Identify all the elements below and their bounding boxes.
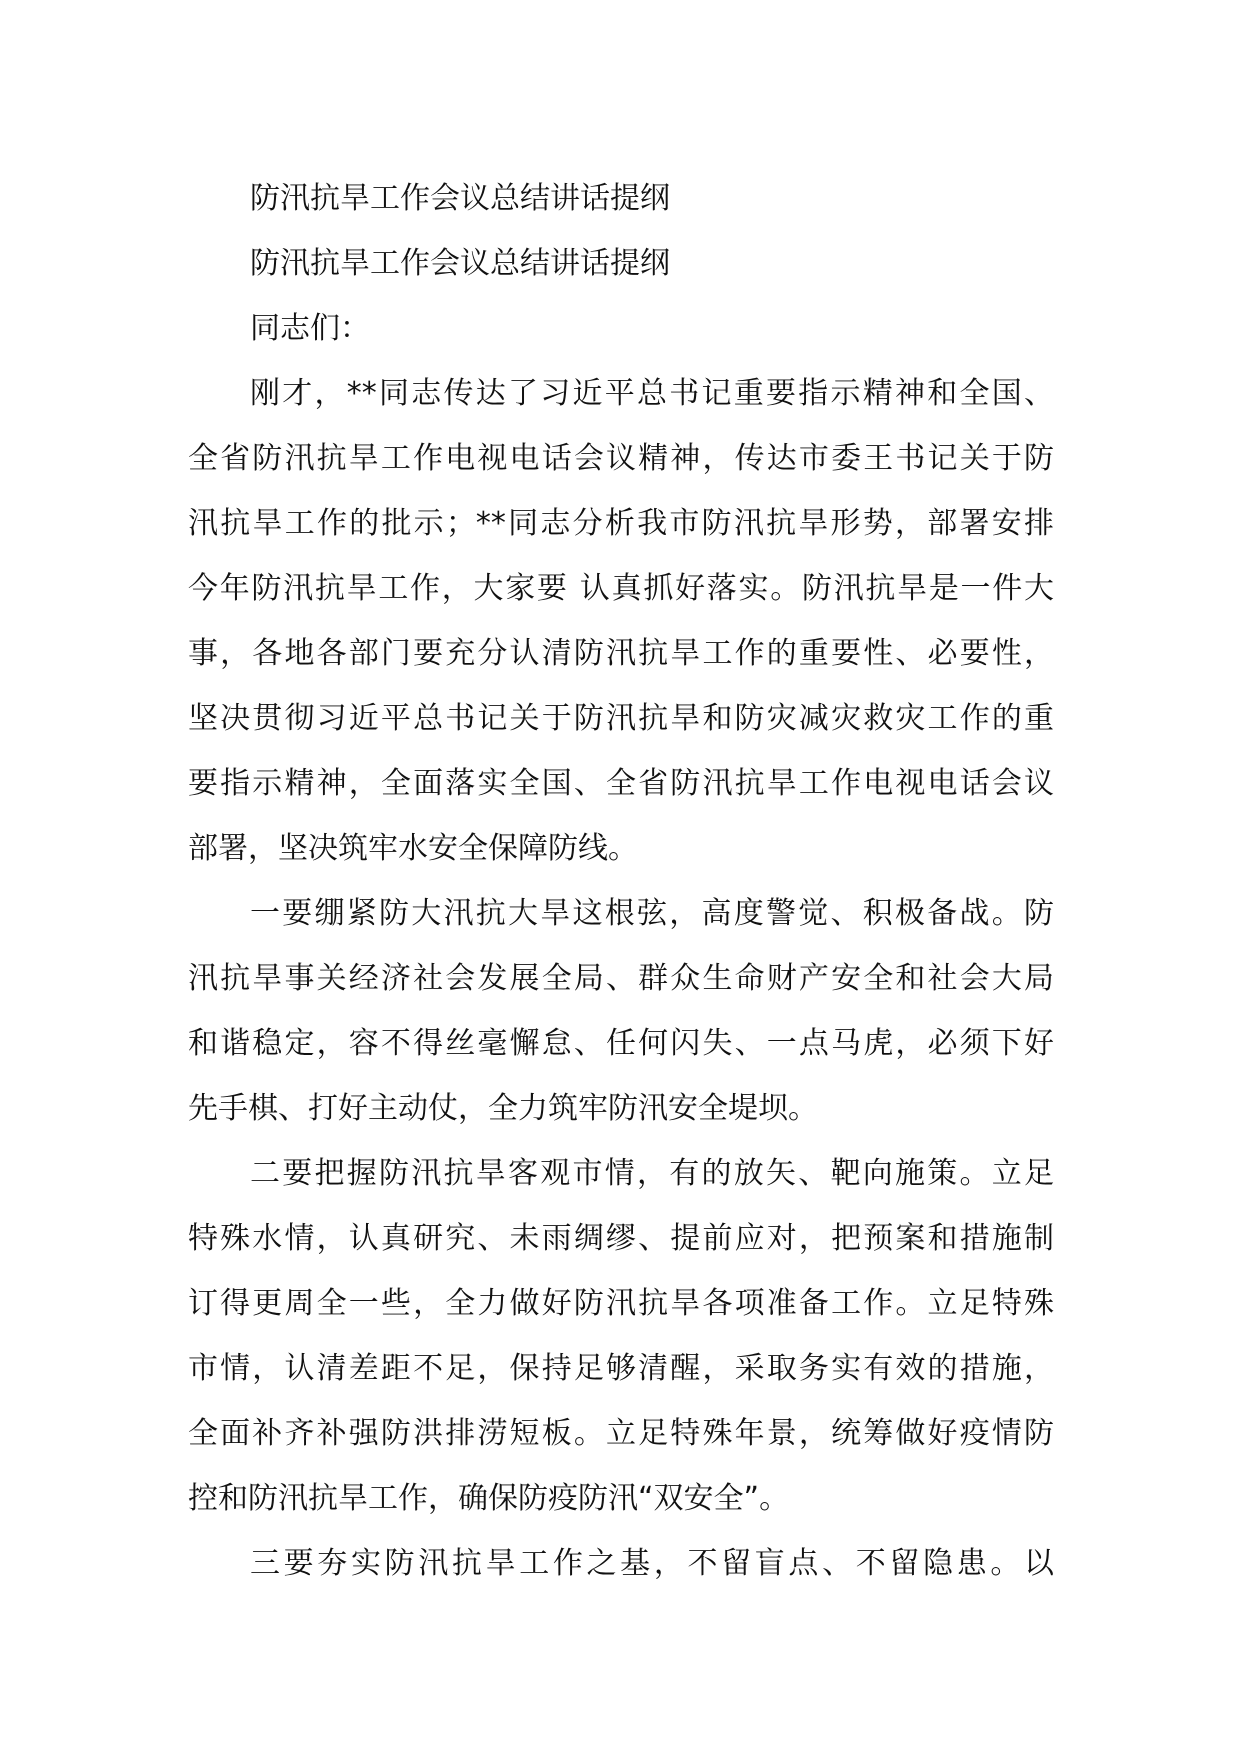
paragraph-2: [188, 881, 1054, 1141]
paragraph-line: 事，各地各部门要充分认清防汛抗旱工作的重要性、必要性，: [188, 636, 1054, 671]
paragraph-line: 控和防汛抗旱工作，确保防疫防汛“双安全”。: [188, 1481, 790, 1516]
paragraph-line: 全省防汛抗旱工作电视电话会议精神，传达市委王书记关于防: [188, 441, 1054, 476]
paragraph-line: 一要绷紧防大汛抗大旱这根弦，高度警觉、积极备战。防: [250, 896, 1054, 931]
paragraph-4: [188, 1531, 1054, 1596]
paragraph-line: 和谐稳定，容不得丝毫懈怠、任何闪失、一点马虎，必须下好: [188, 1026, 1054, 1061]
paragraph-line: 三要夯实防汛抗旱工作之基，不留盲点、不留隐患。以: [250, 1546, 1054, 1581]
paragraph-line: 订得更周全一些，全力做好防汛抗旱各项准备工作。立足特殊: [188, 1286, 1054, 1321]
paragraph-line: 刚才，**同志传达了习近平总书记重要指示精神和全国、: [250, 376, 1054, 411]
paragraph-line: 部署，坚决筑牢水安全保障防线。: [188, 831, 638, 866]
paragraph-line: 特殊水情，认真研究、未雨绸缪、提前应对，把预案和措施制: [188, 1221, 1054, 1256]
paragraph-1: [188, 361, 1054, 881]
document-title: 防汛抗旱工作会议总结讲话提纲: [250, 181, 670, 216]
paragraph-line: 市情，认清差距不足，保持足够清醒，采取务实有效的措施，: [188, 1351, 1054, 1386]
paragraph-line: 要指示精神，全面落实全国、全省防汛抗旱工作电视电话会议: [188, 766, 1054, 801]
greeting: 同志们：: [250, 311, 370, 346]
document-page: [188, 166, 1054, 1596]
paragraph-3: [188, 1141, 1054, 1531]
paragraph-line: 二要把握防汛抗旱客观市情，有的放矢、靶向施策。立足: [250, 1156, 1054, 1191]
paragraph-line: 先手棋、打好主动仗，全力筑牢防汛安全堤坝。: [188, 1091, 818, 1126]
paragraph-line: 汛抗旱事关经济社会发展全局、群众生命财产安全和社会大局: [188, 961, 1054, 996]
paragraph-line: 全面补齐补强防洪排涝短板。立足特殊年景，统筹做好疫情防: [188, 1416, 1054, 1451]
paragraph-line: 今年防汛抗旱工作，大家要 认真抓好落实。防汛抗旱是一件大: [188, 571, 1054, 606]
document-subtitle: 防汛抗旱工作会议总结讲话提纲: [250, 246, 670, 281]
paragraph-line: 坚决贯彻习近平总书记关于防汛抗旱和防灾减灾救灾工作的重: [188, 701, 1054, 736]
paragraph-line: 汛抗旱工作的批示；**同志分析我市防汛抗旱形势，部署安排: [188, 506, 1054, 541]
